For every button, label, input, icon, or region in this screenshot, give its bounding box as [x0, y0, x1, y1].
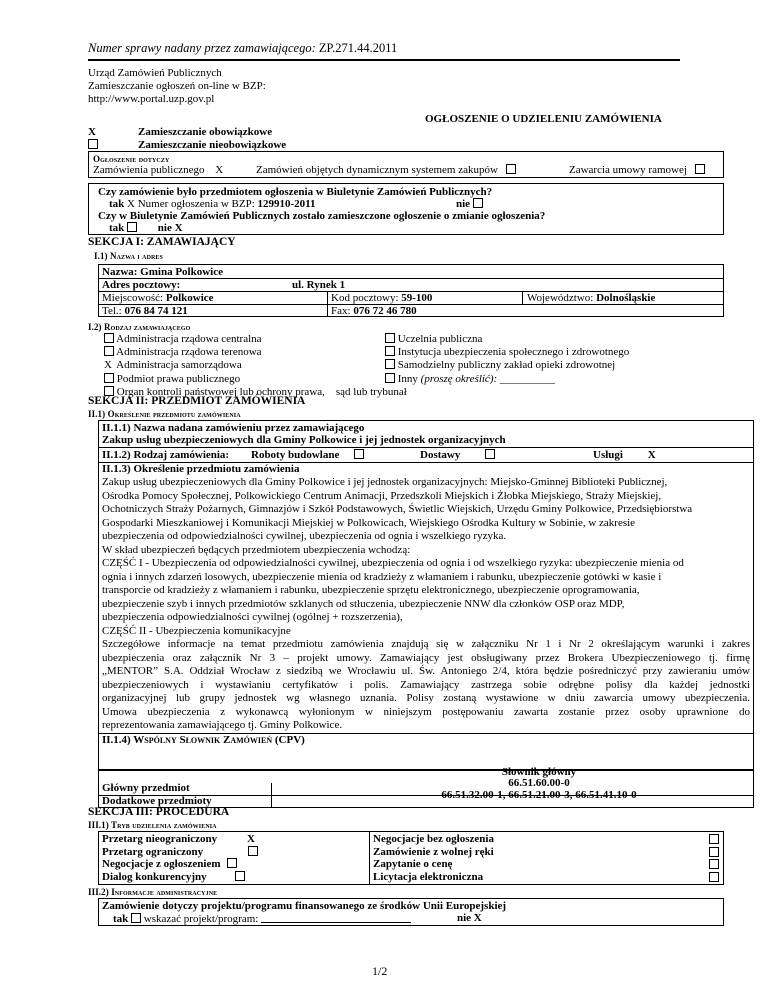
- bzp-nie-checkbox[interactable]: [473, 198, 483, 208]
- ii12-row: [102, 449, 742, 462]
- eu-tak-checkbox[interactable]: [131, 913, 141, 923]
- fax-cell: Fax: 076 72 46 780: [331, 305, 417, 317]
- ii11-title: II.1.1) Nazwa nadana zamówieniu przez zamawiającego: [102, 422, 365, 434]
- modes-table: [98, 831, 724, 885]
- tel-cell: Tel.: 076 84 74 121: [102, 305, 188, 317]
- fax: 076 72 46 780: [353, 305, 417, 317]
- type-control: Organ kontroli państwowej lub ochrony prawa, sąd lub trybunał: [104, 386, 407, 399]
- cpv-header: Słownik główny: [501, 766, 577, 778]
- type-university-checkbox[interactable]: [385, 333, 395, 343]
- mode-price-inquiry-checkbox[interactable]: [709, 859, 719, 869]
- bzp-answer-1: tak X Numer ogłoszenia w BZP: 129910-2011: [109, 198, 316, 210]
- concerns-dynamic: Zamówień objętych dynamicznym systemem zakupów: [256, 164, 516, 177]
- mode-unlimited-mark: X: [247, 833, 255, 845]
- eu-project-field[interactable]: [261, 912, 411, 923]
- type-public-law-checkbox[interactable]: [104, 373, 114, 383]
- supplies-option: Dostawy: [420, 449, 495, 462]
- framework-checkbox[interactable]: [695, 164, 705, 174]
- document-title: OGŁOSZENIE O UDZIELENIU ZAMÓWIENIA: [425, 113, 662, 125]
- works-option: Roboty budowlane: [251, 449, 364, 462]
- tel: 076 84 74 121: [124, 305, 188, 317]
- concerns-public: Zamówienia publicznego X: [93, 164, 224, 176]
- type-regional-checkbox[interactable]: [104, 346, 114, 356]
- publisher-line-3: http://www.portal.uzp.gov.pl: [88, 93, 215, 105]
- i1-title: I.1) Nazwa i adres: [94, 251, 163, 261]
- type-other-checkbox[interactable]: [385, 373, 395, 383]
- bzp-question-2: Czy w Biuletynie Zamówień Publicznych zostało zamieszczone ogłoszenie o zmianie ogłoszenia?: [98, 210, 546, 222]
- bzp-box: [88, 183, 724, 235]
- case-number-line: [88, 42, 397, 55]
- bzp-question-1: Czy zamówienie było przedmiotem ogłoszenia w Biuletynie Zamówień Publicznych?: [98, 186, 493, 198]
- type-health: Samodzielny publiczny zakład opieki zdrowotnej: [385, 359, 629, 372]
- ii13-title: II.1.3) Określenie przedmiotu zamówienia: [102, 463, 300, 475]
- subject-box: [98, 420, 754, 770]
- public-mark: X: [215, 164, 224, 176]
- voivodeship-cell: Województwo: Dolnośląskie: [527, 292, 656, 304]
- modes-left: [102, 833, 258, 883]
- cpv-main-code: 66.51.60.00-0: [508, 777, 570, 789]
- mode-no-notice-checkbox[interactable]: [709, 834, 719, 844]
- services-option: Usługi X: [593, 449, 656, 461]
- services-mark: X: [647, 449, 656, 461]
- cpv-add-codes: 66.51.32.00-1, 66.51.21.00-3, 66.51.41.10-0: [441, 789, 637, 801]
- optional-checkbox[interactable]: [88, 139, 98, 149]
- type-other: Inny (proszę określić): __________: [385, 373, 629, 386]
- city-cell: Miejscowość: Polkowice: [102, 292, 214, 304]
- contracting-name: Nazwa: Gmina Polkowice: [102, 266, 223, 278]
- dynamic-checkbox[interactable]: [506, 164, 516, 174]
- type-local-mark: X: [104, 359, 112, 372]
- modes-right: [373, 833, 721, 883]
- cpv-table: [98, 766, 754, 808]
- mode-auction-checkbox[interactable]: [709, 872, 719, 882]
- concerns-framework: Zawarcia umowy ramowej: [569, 164, 705, 177]
- mode-free-hand: Zamówienie z wolnej ręki: [373, 846, 721, 859]
- section-3-title: SEKCJA III: PROCEDURA: [88, 806, 230, 818]
- type-insurance-checkbox[interactable]: [385, 346, 395, 356]
- city: Polkowice: [165, 292, 214, 304]
- type-central: Administracja rządowa centralna: [104, 333, 407, 346]
- page-number: 1/2: [372, 964, 388, 978]
- type-local: X Administracja samorządowa: [104, 359, 242, 372]
- publisher-line-1: Urząd Zamówień Publicznych: [88, 67, 222, 79]
- mode-dialogue: Dialog konkurencyjny: [102, 871, 258, 884]
- ii1-title: II.1) Określenie przedmiotu zamówienia: [88, 409, 241, 419]
- types-right: [385, 333, 629, 386]
- postal-cell: Kod pocztowy: 59-100: [331, 292, 433, 304]
- mode-auction: Licytacja elektroniczna: [373, 871, 721, 884]
- works-checkbox[interactable]: [354, 449, 364, 459]
- mandatory-mark: X: [88, 126, 96, 138]
- type-public-law: Podmiot prawa publicznego: [104, 373, 407, 386]
- optional-label: Zamieszczanie nieobowiązkowe: [138, 139, 287, 151]
- mode-negotiation: Negocjacje z ogłoszeniem: [102, 858, 258, 871]
- iii2-title: III.2) Informacje administracyjne: [88, 887, 218, 897]
- eu-box: [98, 898, 724, 926]
- bzp-nie-1: nie: [456, 198, 483, 211]
- bzp-answer-2: tak nie X: [109, 222, 183, 234]
- voivodeship: Dolnośląskie: [596, 292, 656, 304]
- type-central-checkbox[interactable]: [104, 333, 114, 343]
- description-lines: Zakup usług ubezpieczeniowych dla Gminy Polkowice i jej jednostek organizacyjnych: Miejsko-Gminnej Biblioteki Publicznej, Ośrodka Pomocy Społecznej, Polkowickiego Centrum Animacji, Przedszkoli Miejskich i Żłobka Miejskiego, Straży Miejskiej, Ochotniczych Straży Pożarnych, Gimnazjów i Szkół Podstawowych, Świetlic Wiejskich, Urzędu Gminy Polkowice, Przedsiębiorstwa Gospodarki Mieszkaniowej i Komunikacji Miejskiej w Polkowicach, Wiejskiego Ośrodka Kultury w Sobinie, w zakresie ubezpieczenia od odpowiedzialności cywilnej, ubezpieczenia od ognia i wszelkiego ryzyka. W skład ubezpieczeń będących przedmiotem ubezpieczenia wchodzą: CZĘŚĆ I - Ubezpieczenia od odpowiedzialności cywilnej, ubezpieczenia od ognia i od wszelkiego ryzyka: ubezpieczenie mienia od ognia i innych zdarzeń losowych, ubezpieczenie mienia od kradzieży z włamaniem i rabunku, ubezpieczenie gotówki w kasie i transporcie od kradzieży z włamaniem i rabunku, ubezpieczenie sprzętu elektronicznego, ubezpieczenie oprogramowania, ubezpieczenie szyb i innych przedmiotów szklanych od stłuczenia, ubezpieczenie NNW dla członków OSP oraz MDP, ubezpieczenia odpowiedzialności cywilnej (ogólnej + rozszerzenia), CZĘŚĆ II - Ubezpieczenia komunikacyjne Szczegółowe informacje na temat przedmiotu zamówienia znajdują się w załączniku Nr 1 i Nr 2 określającym warunki i zakres ubezpieczenia oraz załącznik Nr 3 – projekt umowy. Zamawiający jest obsługiwany przez Brokera Ubezpieczeniowego tj. firmę „MENTOR” S.A. Oddział Wrocław z siedzibą we Wrocławiu ul. Św. Antoniego 2/4, która będzie pośredniczyć przy zawieraniu umów ubezpieczeniowych i wystawianiu certyfikatów i polis. Zamawiający zastrzega sobie odrębne polisy dla każdej jednostki organizacyjnej lub grupy jednostek wg własnego uznania. Polisy zostaną wystawione w dniu zawarcia umowy ubezpieczenia. Umowa ubezpieczenia z wykonawcą wyłonionym w niniejszym postępowaniu zawarta zostanie przez osoby uprawnione do reprezentowania zamawiającego tj. Gminy Polkowice.: [102, 476, 750, 731]
- type-regional: Administracja rządowa terenowa: [104, 346, 407, 359]
- ii14-title: II.1.4) Wspólny Słownik Zamówień (CPV): [102, 734, 305, 746]
- publisher-line-2: Zamieszczanie ogłoszeń on-line w BZP:: [88, 80, 266, 92]
- placement-block: [88, 126, 286, 152]
- postal-code: 59-100: [401, 292, 433, 304]
- supplies-checkbox[interactable]: [485, 449, 495, 459]
- mode-negotiation-checkbox[interactable]: [227, 858, 237, 868]
- type-insurance: Instytucja ubezpieczenia społecznego i zdrowotnego: [385, 346, 629, 359]
- types-left: [104, 333, 407, 399]
- concerns-title: Ogłoszenie dotyczy: [93, 154, 170, 164]
- mode-limited-checkbox[interactable]: [248, 846, 258, 856]
- mode-free-hand-checkbox[interactable]: [709, 847, 719, 857]
- mode-limited: Przetarg ograniczony: [102, 846, 258, 859]
- eu-answer: tak wskazać projekt/program: nie X: [113, 912, 482, 925]
- case-number-label: Numer sprawy nadany przez zamawiającego:: [88, 41, 316, 55]
- mandatory-label: Zamieszczanie obowiązkowe: [138, 126, 273, 138]
- mode-unlimited: Przetarg nieograniczony X: [102, 833, 255, 845]
- ii11-value: Zakup usług ubezpieczeniowych dla Gminy Polkowice i jej jednostek organizacyjnych: [102, 434, 506, 446]
- cpv-add-label: Dodatkowe przedmioty: [102, 795, 212, 807]
- ii12-title: II.1.2) Rodzaj zamówienia:: [102, 449, 230, 461]
- cpv-main-label: Główny przedmiot: [102, 782, 190, 794]
- bzp-change-tak-checkbox[interactable]: [127, 222, 137, 232]
- i2-title: I.2) Rodzaj zamawiającego: [88, 322, 191, 332]
- section-1-title: SEKCJA I: ZAMAWIAJĄCY: [88, 236, 236, 248]
- publisher-block: [88, 67, 266, 106]
- postal-address: ul. Rynek 1: [292, 279, 346, 291]
- iii1-title: III.1) Tryb udzielenia zamówienia: [88, 820, 217, 830]
- bzp-number: 129910-2011: [257, 198, 316, 210]
- mode-price-inquiry: Zapytanie o cenę: [373, 858, 721, 871]
- concerns-box: [88, 151, 724, 178]
- mode-dialogue-checkbox[interactable]: [235, 871, 245, 881]
- eu-question: Zamówienie dotyczy projektu/programu finansowanego ze środków Unii Europejskiej: [102, 900, 507, 912]
- section-2-title: SEKCJA II: PRZEDMIOT ZAMÓWIENIA: [88, 395, 306, 407]
- postal-address-label: Adres pocztowy:: [102, 279, 181, 291]
- header-rule: [88, 59, 680, 61]
- type-health-checkbox[interactable]: [385, 359, 395, 369]
- mode-no-notice: Negocjacje bez ogłoszenia: [373, 833, 721, 846]
- address-table: [98, 264, 724, 317]
- court-label: sąd lub trybunał: [335, 385, 407, 398]
- type-university: Uczelnia publiczna: [385, 333, 629, 346]
- case-number-value: ZP.271.44.2011: [318, 41, 398, 55]
